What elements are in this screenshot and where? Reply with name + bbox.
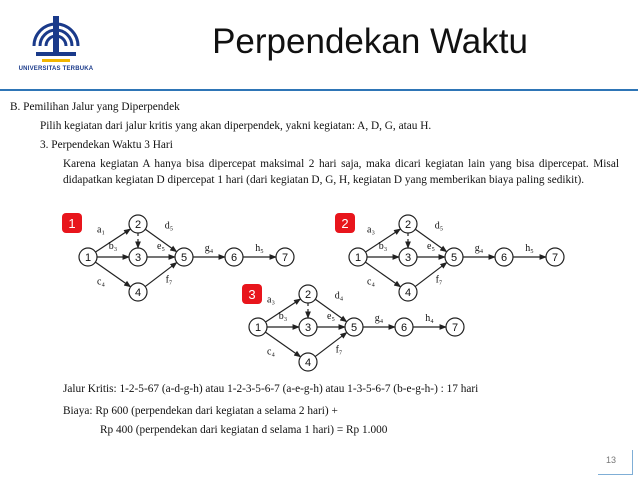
edge-label-e: e₅ [157, 241, 165, 252]
node-label-5: 5 [180, 252, 188, 264]
edge-label-c: c₄ [97, 276, 105, 288]
cost-line-2: Rp 400 (perpendekan dari kegiatan d selama 1 hari) = Rp 1.000 [100, 424, 388, 436]
edge-label-a: a₁ [97, 224, 105, 236]
node-label-4: 4 [404, 287, 412, 299]
edge-label-e: e₅ [427, 241, 435, 252]
node-label-4: 4 [134, 287, 142, 299]
network-2 [335, 213, 564, 301]
edge-label-d: d₄ [334, 290, 344, 302]
node-label-1: 1 [254, 322, 262, 334]
logo-text: UNIVERSITAS TERBUKA [18, 66, 94, 72]
node-label-1: 1 [354, 252, 362, 264]
step-paragraph: Karena kegiatan A hanya bisa dipercepat maksimal 2 hari saja, maka dicari kegiatan lain yang bisa dipercepat. Misal didapatkan kegiatan D dipercepat 1 hari (dari kegiatan D, G, H, kegiatan D yang memberikan biaya paling sedikit). [63, 158, 619, 186]
node-label-2: 2 [404, 219, 412, 231]
node-label-2: 2 [134, 219, 142, 231]
node-label-7: 7 [551, 252, 559, 264]
node-label-5: 5 [450, 252, 458, 264]
title-divider [0, 89, 638, 91]
edge-label-d: d₅ [434, 220, 444, 232]
edge-label-f: f₇ [435, 274, 443, 286]
page-title: Perpendekan Waktu [212, 22, 528, 61]
node-label-4: 4 [304, 357, 312, 369]
intro-text: Pilih kegiatan dari jalur kritis yang akan diperpendek, yakni kegiatan: A, D, G, atau H. [40, 120, 432, 132]
edge-label-b: b₃ [278, 311, 288, 322]
edge-label-c: c₄ [267, 346, 275, 358]
edge-label-d: d₅ [164, 220, 174, 232]
edge-label-h: h₅ [255, 243, 264, 254]
network-diagrams [0, 200, 638, 380]
critical-path-text: Jalur Kritis: 1-2-5-67 (a-d-g-h) atau 1-2-3-5-6-7 (a-e-g-h) atau 1-3-5-6-7 (b-e-g-h-) : 17 hari [63, 383, 479, 395]
edge-label-b: b₃ [378, 241, 388, 252]
node-label-6: 6 [400, 322, 408, 334]
node-label-2: 2 [304, 289, 312, 301]
edge-label-c: c₄ [367, 276, 375, 288]
edge-label-a: a₃ [267, 294, 275, 306]
network-3 [242, 284, 464, 371]
step-heading: 3. Perpendekan Waktu 3 Hari [40, 139, 173, 151]
network-badge-label: 1 [68, 216, 76, 231]
section-heading: B. Pemilihan Jalur yang Diperpendek [10, 101, 180, 113]
node-label-1: 1 [84, 252, 92, 264]
edge-label-e: e₅ [327, 311, 335, 322]
edge-label-f: f₇ [335, 344, 343, 356]
cost-line-1: Biaya: Rp 600 (perpendekan dari kegiatan a selama 2 hari) + [63, 405, 338, 417]
node-label-3: 3 [134, 252, 142, 264]
edge-label-h: h₄ [425, 313, 434, 324]
edge-label-a: a₃ [367, 224, 375, 236]
network-badge-label: 2 [341, 216, 349, 231]
node-label-7: 7 [281, 252, 289, 264]
node-label-5: 5 [350, 322, 358, 334]
edge-label-g: g₄ [204, 243, 214, 254]
edge-label-g: g₄ [374, 313, 384, 324]
edge-label-h: h₅ [525, 243, 534, 254]
network-badge-label: 3 [248, 287, 256, 302]
node-label-3: 3 [304, 322, 312, 334]
edge-label-b: b₃ [108, 241, 118, 252]
node-label-6: 6 [500, 252, 508, 264]
node-label-7: 7 [451, 322, 459, 334]
edge-label-g: g₄ [474, 243, 484, 254]
edge-label-f: f₇ [165, 274, 173, 286]
node-label-3: 3 [404, 252, 412, 264]
node-label-6: 6 [230, 252, 238, 264]
page-number: 13 [606, 455, 617, 465]
